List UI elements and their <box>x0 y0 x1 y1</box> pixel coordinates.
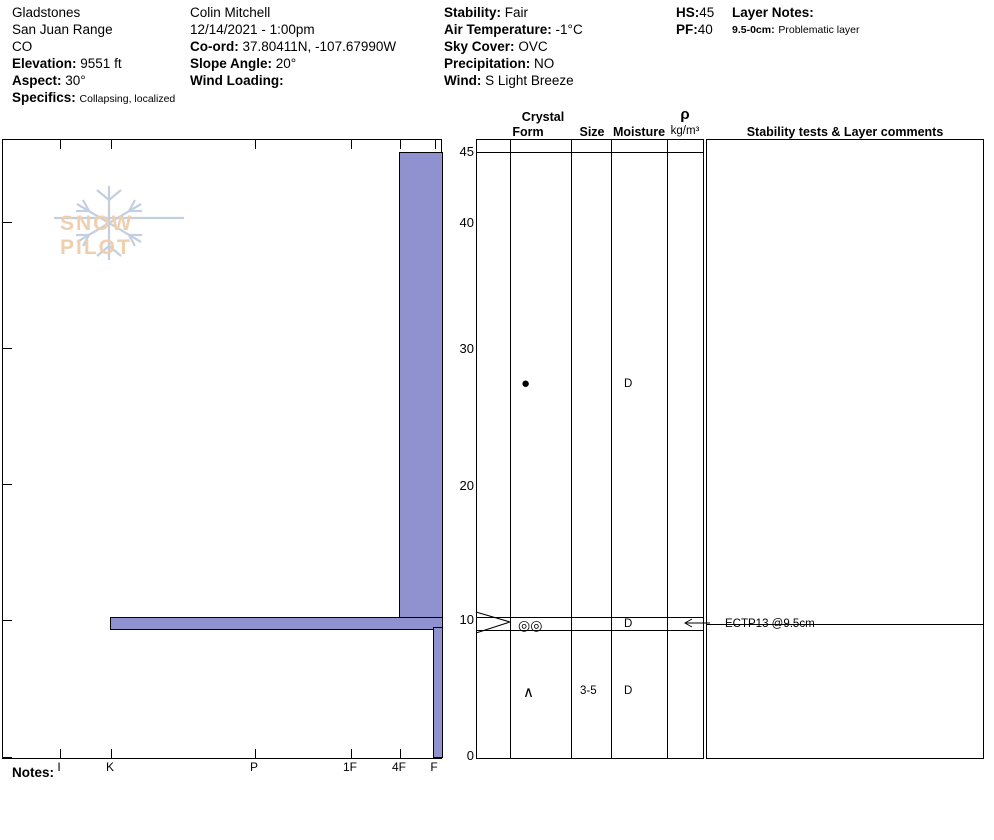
layer-notes-title: Layer Notes: <box>732 5 814 20</box>
layer-bar-base <box>433 627 443 758</box>
moisture-header: Moisture <box>612 125 666 139</box>
hs-value: 45 <box>699 5 715 20</box>
column-divider-form-size <box>571 140 572 758</box>
hardness-label-P: P <box>249 760 258 774</box>
hardness-tick-K-top <box>111 140 112 149</box>
pf-value: 40 <box>697 22 713 37</box>
axis-label-20: 20 <box>459 478 474 493</box>
hardness-tick-4F-top <box>400 140 401 149</box>
header-column-weather <box>444 4 664 89</box>
pit-state: CO <box>12 39 33 54</box>
pit-name: Gladstones <box>12 5 81 20</box>
crystal-header: Crystal <box>521 110 565 124</box>
grain-size-value: 3-5 <box>580 685 597 697</box>
header-row <box>444 55 664 72</box>
header-row <box>444 38 664 55</box>
hardness-tick-1F-top <box>351 140 352 149</box>
header-row <box>444 21 664 38</box>
observer-name: Colin Mitchell <box>190 5 271 20</box>
moisture-value-base: D <box>624 685 633 697</box>
header-row <box>190 38 430 55</box>
wind-label: Wind: <box>444 73 482 88</box>
stratigraphy-columns <box>476 139 704 759</box>
header-row <box>676 4 736 21</box>
layer-notes-block <box>732 4 994 38</box>
header-row <box>676 21 736 38</box>
header-column-location <box>12 4 182 108</box>
axis-label-40: 40 <box>459 215 474 230</box>
slope-angle-value: 20° <box>275 56 297 71</box>
layer-boundary-45 <box>477 152 703 153</box>
height-tick-0 <box>3 757 12 758</box>
specifics-label: Specifics: <box>12 90 76 105</box>
sky-cover-value: OVC <box>518 39 548 54</box>
hardness-label-F: F <box>430 760 438 774</box>
air-temperature-label: Air Temperature: <box>444 22 552 37</box>
hs-label: HS: <box>676 5 700 20</box>
header-row <box>12 55 182 72</box>
hardness-label-1F: 1F <box>342 760 357 774</box>
hardness-tick-I-bottom <box>60 749 61 758</box>
stability-value: Fair <box>504 5 529 20</box>
coord-value: 37.80411N, -107.67990W <box>242 39 397 54</box>
axis-label-30: 30 <box>459 341 474 356</box>
pf-label: PF: <box>676 22 698 37</box>
elevation-label: Elevation: <box>12 56 77 71</box>
hardness-tick-K-bottom <box>111 749 112 758</box>
height-tick-20 <box>3 484 12 485</box>
layer-note-depth: 9.5-0cm: <box>732 24 775 36</box>
column-divider-moisture-density <box>667 140 668 758</box>
logo-text: SNOW PILOT <box>60 212 134 259</box>
header-row <box>444 72 664 89</box>
header-row <box>12 4 182 21</box>
slope-angle-label: Slope Angle: <box>190 56 273 71</box>
pit-header <box>0 0 994 116</box>
header-row <box>732 4 994 21</box>
air-temperature-value: -1°C <box>555 22 583 37</box>
density-symbol-header: ρ <box>680 106 690 123</box>
hardness-label-I: I <box>57 760 61 774</box>
height-tick-40 <box>3 222 12 223</box>
stability-comments-column <box>706 139 984 759</box>
hardness-tick-P-top <box>255 140 256 149</box>
size-header: Size <box>579 125 605 139</box>
grain-symbol-precip-particles: ● <box>521 375 531 392</box>
layer-bar-top <box>399 152 443 621</box>
aspect-value: 30° <box>65 73 86 88</box>
wind-loading-label: Wind Loading: <box>190 73 284 88</box>
header-row <box>190 21 430 38</box>
hardness-tick-P-bottom <box>255 749 256 758</box>
axis-label-45: 45 <box>459 144 474 159</box>
stability-tests-header: Stability tests & Layer comments <box>746 125 944 139</box>
hardness-tick-I-top <box>60 140 61 149</box>
column-divider-size-moisture <box>611 140 612 758</box>
axis-label-10: 10 <box>459 612 474 627</box>
header-row <box>190 55 430 72</box>
hardness-label-4F: 4F <box>391 760 406 774</box>
elevation-value: 9551 ft <box>80 56 122 71</box>
stability-test-label: ECTP13 @9.5cm <box>725 618 815 630</box>
header-column-observer <box>190 4 430 89</box>
header-row <box>12 21 182 38</box>
layer-note-item <box>732 21 994 38</box>
observation-datetime: 12/14/2021 - 1:00pm <box>190 22 315 37</box>
moisture-value-top: D <box>624 378 633 390</box>
header-column-depths <box>676 4 736 38</box>
layer-bar-weak <box>110 617 443 630</box>
precipitation-label: Precipitation: <box>444 56 531 71</box>
height-tick-10 <box>3 620 12 621</box>
notes-label: Notes: <box>12 765 55 780</box>
height-tick-30 <box>3 348 12 349</box>
header-row <box>12 72 182 89</box>
layer-pointer-lines <box>470 600 730 650</box>
sky-cover-label: Sky Cover: <box>444 39 515 54</box>
density-units-header: kg/m³ <box>670 125 700 137</box>
header-row <box>190 72 430 89</box>
snowpilot-logo <box>34 178 210 268</box>
layer-note-text: Problematic layer <box>778 24 860 36</box>
specifics-value: Collapsing, localized <box>79 93 176 105</box>
aspect-label: Aspect: <box>12 73 62 88</box>
hardness-tick-F-top <box>435 140 436 149</box>
stability-label: Stability: <box>444 5 502 20</box>
header-row <box>12 89 182 108</box>
form-header: Form <box>512 125 544 139</box>
column-divider-form-left <box>510 140 511 758</box>
moisture-value-weak: D <box>624 618 633 630</box>
header-row <box>12 38 182 55</box>
grain-symbol-rounded-grains: ◎◎ <box>518 617 543 633</box>
pit-range: San Juan Range <box>12 22 113 37</box>
grain-symbol-facets: ∧ <box>523 684 534 701</box>
header-row <box>444 4 664 21</box>
wind-value: S Light Breeze <box>485 73 574 88</box>
coord-label: Co-ord: <box>190 39 239 54</box>
header-row <box>190 4 430 21</box>
hardness-tick-4F-bottom <box>400 749 401 758</box>
axis-label-0: 0 <box>466 748 474 763</box>
hardness-tick-1F-bottom <box>351 749 352 758</box>
hardness-label-K: K <box>105 760 114 774</box>
precipitation-value: NO <box>534 56 555 71</box>
